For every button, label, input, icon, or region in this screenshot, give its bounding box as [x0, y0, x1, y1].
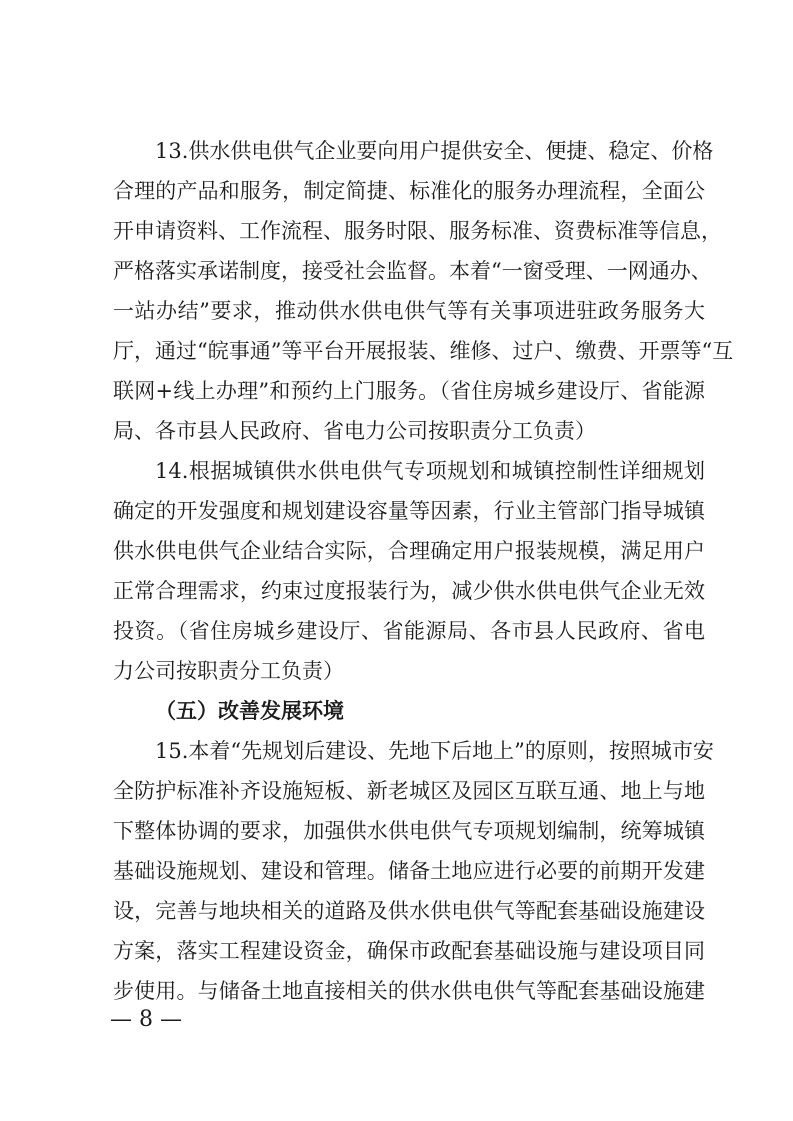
paragraph-14-line-3: 供水供电供气企业结合实际，合理确定用户报装规模，满足用户 — [113, 539, 705, 563]
paragraph-14-line-6: 力公司按职责分工负责） — [113, 659, 344, 683]
paragraph-15-line-5: 设，完善与地块相关的道路及供水供电供气等配套基础设施建设 — [113, 899, 705, 923]
paragraph-15-line-3: 下整体协调的要求，加强供水供电供气专项规划编制，统筹城镇 — [113, 819, 705, 843]
paragraph-13-line-5: 一站办结”要求，推动供水供电供气等有关事项进驻政务服务大 — [113, 299, 705, 323]
page-number: — 8 — — [110, 1007, 182, 1032]
paragraph-15-line-7: 步使用。与储备土地直接相关的供水供电供气等配套基础设施建 — [113, 979, 705, 1003]
paragraph-13-line-1: 13.供水供电供气企业要向用户提供安全、便捷、稳定、价格 — [155, 139, 714, 163]
paragraph-14-line-2: 确定的开发强度和规划建设容量等因素，行业主管部门指导城镇 — [113, 499, 705, 523]
paragraph-15-line-4: 基础设施规划、建设和管理。储备土地应进行必要的前期开发建 — [113, 859, 705, 883]
paragraph-13-line-8: 局、各市县人民政府、省电力公司按职责分工负责） — [113, 419, 596, 443]
paragraph-15-line-2: 全防护标准补齐设施短板、新老城区及园区互联互通、地上与地 — [113, 779, 705, 803]
paragraph-14-line-4: 正常合理需求，约束过度报装行为，减少供水供电供气企业无效 — [113, 579, 705, 603]
paragraph-15-line-6: 方案，落实工程建设资金，确保市政配套基础设施与建设项目同 — [113, 939, 705, 963]
paragraph-13-line-6: 厅，通过“皖事通”等平台开展报装、维修、过户、缴费、开票等“互 — [113, 339, 734, 363]
paragraph-13-line-4: 严格落实承诺制度，接受社会监督。本着“一窗受理、一网通办、 — [113, 259, 712, 283]
paragraph-15-line-1: 15.本着“先规划后建设、先地下后地上”的原则，按照城市安 — [155, 739, 714, 763]
paragraph-13-line-2: 合理的产品和服务，制定简捷、标准化的服务办理流程，全面公 — [113, 179, 705, 203]
section-heading: （五）改善发展环境 — [155, 698, 344, 723]
paragraph-13-line-3: 开申请资料、工作流程、服务时限、服务标准、资费标准等信息， — [113, 219, 722, 243]
paragraph-14-line-1: 14.根据城镇供水供电供气专项规划和城镇控制性详细规划 — [155, 459, 705, 483]
paragraph-14-line-5: 投资。（省住房城乡建设厅、省能源局、各市县人民政府、省电 — [113, 619, 705, 643]
paragraph-13-line-7: 联网+线上办理”和预约上门服务。（省住房城乡建设厅、省能源 — [113, 379, 705, 403]
